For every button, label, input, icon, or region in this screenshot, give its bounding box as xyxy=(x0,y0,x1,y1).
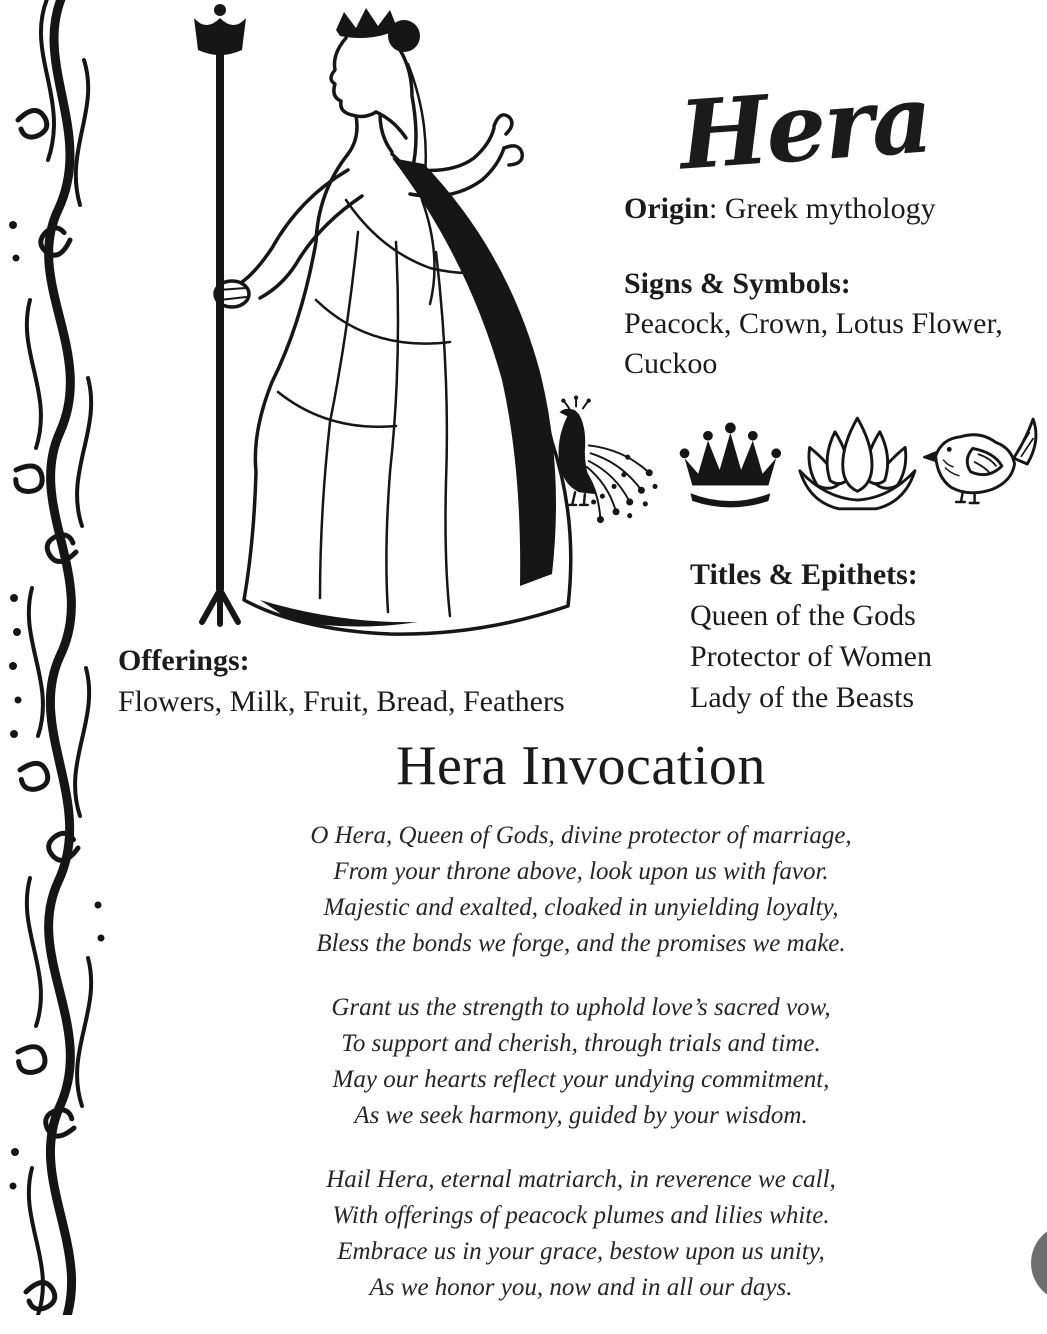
ornamental-border-art xyxy=(0,0,115,1315)
signs-symbols-line2: Cuckoo xyxy=(624,347,718,380)
origin-line xyxy=(624,192,936,226)
signs-symbols-label: Signs & Symbols: xyxy=(624,267,851,300)
hera-statue-illustration xyxy=(150,0,580,638)
symbol-icon-row xyxy=(540,388,1047,538)
origin-label: Origin xyxy=(624,192,710,225)
origin-value: : Greek mythology xyxy=(709,192,936,225)
stanza-line: O Hera, Queen of Gods, divine protector of marriage, xyxy=(310,822,852,849)
invocation-stanza-1 xyxy=(115,818,1047,962)
stanza-line: May our hearts reflect your undying commitment, xyxy=(332,1066,830,1093)
crown-icon xyxy=(667,416,794,511)
page-title: Hera xyxy=(675,64,935,192)
signs-symbols-line1: Peacock, Crown, Lotus Flower, xyxy=(624,307,1003,340)
hera-statue-art xyxy=(150,0,580,638)
invocation-section xyxy=(115,734,1047,1334)
title-item: Lady of the Beasts xyxy=(690,681,915,714)
cuckoo-icon xyxy=(920,406,1047,521)
stanza-line: Embrace us in your grace, bestow upon us unity, xyxy=(337,1238,825,1265)
peacock-icon xyxy=(540,391,667,536)
stanza-line: To support and cherish, through trials and time. xyxy=(341,1030,821,1057)
title-item: Protector of Women xyxy=(690,640,932,673)
stanza-line: Grant us the strength to uphold love’s sacred vow, xyxy=(331,994,831,1021)
titles-epithets-section xyxy=(690,554,932,718)
invocation-stanza-3 xyxy=(115,1162,1047,1306)
ornamental-border xyxy=(0,0,115,1315)
offerings-label: Offerings: xyxy=(118,644,250,677)
titles-epithets-label: Titles & Epithets: xyxy=(690,558,918,591)
stanza-line: Bless the bonds we forge, and the promises we make. xyxy=(316,930,846,957)
stanza-line: Majestic and exalted, cloaked in unyielding loyalty, xyxy=(323,894,839,921)
offerings-value: Flowers, Milk, Fruit, Bread, Feathers xyxy=(118,685,565,718)
stanza-line: With offerings of peacock plumes and lilies white. xyxy=(332,1202,830,1229)
title-item: Queen of the Gods xyxy=(690,599,916,632)
invocation-stanza-2 xyxy=(115,990,1047,1134)
stanza-line: As we seek harmony, guided by your wisdom. xyxy=(354,1102,808,1129)
lotus-icon xyxy=(794,411,921,516)
stanza-line: Hail Hera, eternal matriarch, in reverence we call, xyxy=(326,1166,836,1193)
stanza-line: As we honor you, now and in all our days. xyxy=(369,1274,793,1301)
invocation-heading: Hera Invocation xyxy=(396,735,766,797)
stanza-line: From your throne above, look upon us with favor. xyxy=(333,858,829,885)
signs-symbols-section xyxy=(624,264,1003,384)
offerings-section xyxy=(118,640,565,722)
